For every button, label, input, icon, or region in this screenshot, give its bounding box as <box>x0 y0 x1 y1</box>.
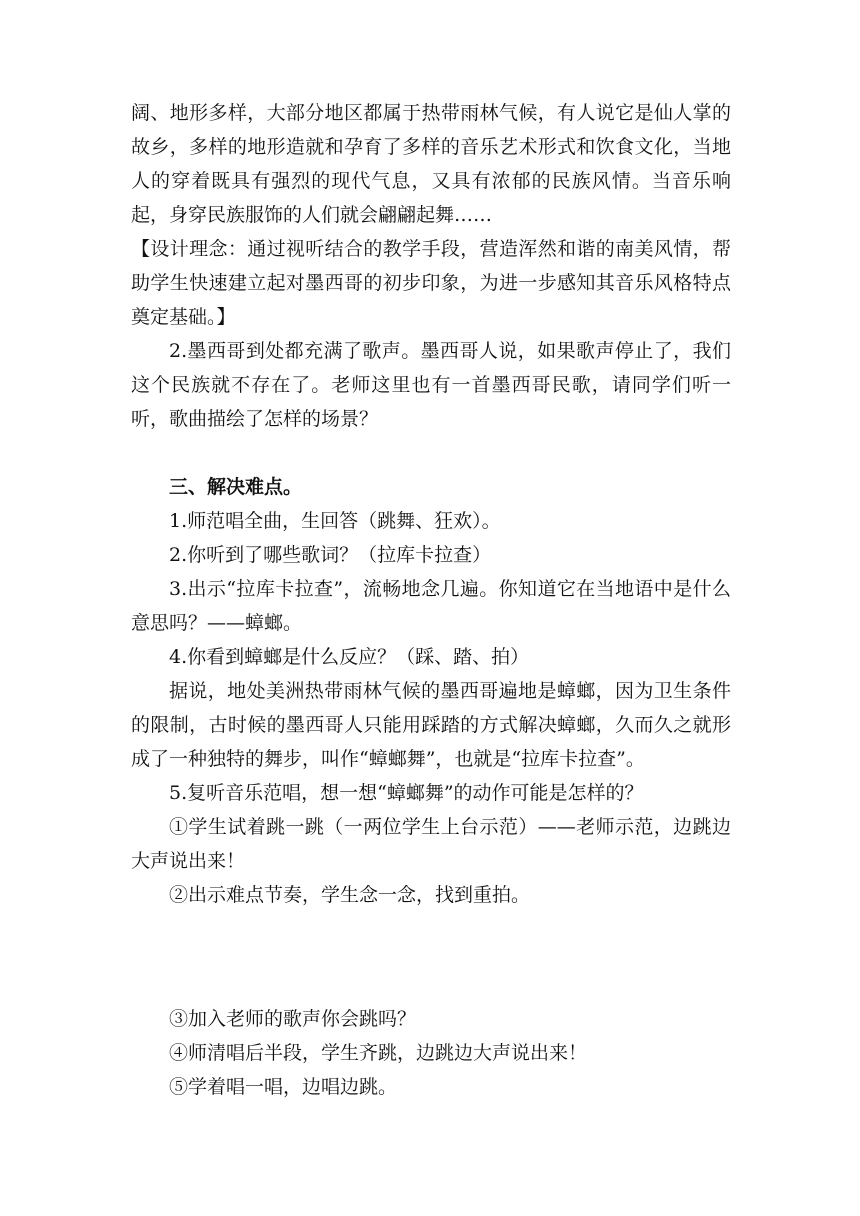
step-3: ③加入老师的歌声你会跳吗？ <box>169 1008 417 1030</box>
spacer-large <box>131 912 731 1002</box>
section3-legend: 据说，地处美洲热带雨林气候的墨西哥遍地是蟑螂，因为卫生条件的限制，古时候的墨西哥人只能用踩踏的方式解决蟑螂，久而久之就形成了一种独特的舞步，叫作“蟑螂舞”，也就是“拉库卡拉查”。 <box>131 680 731 770</box>
section-heading-3: 三、解决难点。 <box>169 476 303 498</box>
step-2: ②出示难点节奏，学生念一念，找到重拍。 <box>169 884 531 906</box>
step-4: ④师清唱后半段，学生齐跳，边跳边大声说出来！ <box>169 1042 588 1064</box>
item-2: 2.墨西哥到处都充满了歌声。墨西哥人说，如果歌声停止了，我们这个民族就不存在了。老师这里也有一首墨西哥民歌，请同学们听一听，歌曲描绘了怎样的场景？ <box>131 340 731 430</box>
document-body <box>131 96 731 1104</box>
step-5: ⑤学着唱一唱，边唱边跳。 <box>169 1076 398 1098</box>
section3-item-5: 5.复听音乐范唱，想一想“蟑螂舞”的动作可能是怎样的？ <box>169 782 644 804</box>
section3-item-3: 3.出示“拉库卡拉查”，流畅地念几遍。你知道它在当地语中是什么意思吗？——蟑螂。 <box>131 578 731 634</box>
section3-item-2: 2.你听到了哪些歌词？（拉库卡拉查） <box>169 544 492 566</box>
step-1: ①学生试着跳一跳（一两位学生上台示范）——老师示范，边跳边大声说出来！ <box>131 816 731 872</box>
section3-item-4: 4.你看到蟑螂是什么反应？（踩、踏、拍） <box>169 646 530 668</box>
section3-item-1: 1.师范唱全曲，生回答（跳舞、狂欢）。 <box>169 510 501 532</box>
paragraph-intro: 阔、地形多样，大部分地区都属于热带雨林气候，有人说它是仙人掌的故乡，多样的地形造就和孕育了多样的音乐艺术形式和饮食文化，当地人的穿着既具有强烈的现代气息，又具有浓郁的民族风情。当音乐响起，身穿民族服饰的人们就会翩翩起舞…… <box>131 102 731 226</box>
spacer <box>131 436 731 470</box>
design-note: 【设计理念：通过视听结合的教学手段，营造浑然和谐的南美风情，帮助学生快速建立起对墨西哥的初步印象，为进一步感知其音乐风格特点奠定基础。】 <box>131 238 731 328</box>
